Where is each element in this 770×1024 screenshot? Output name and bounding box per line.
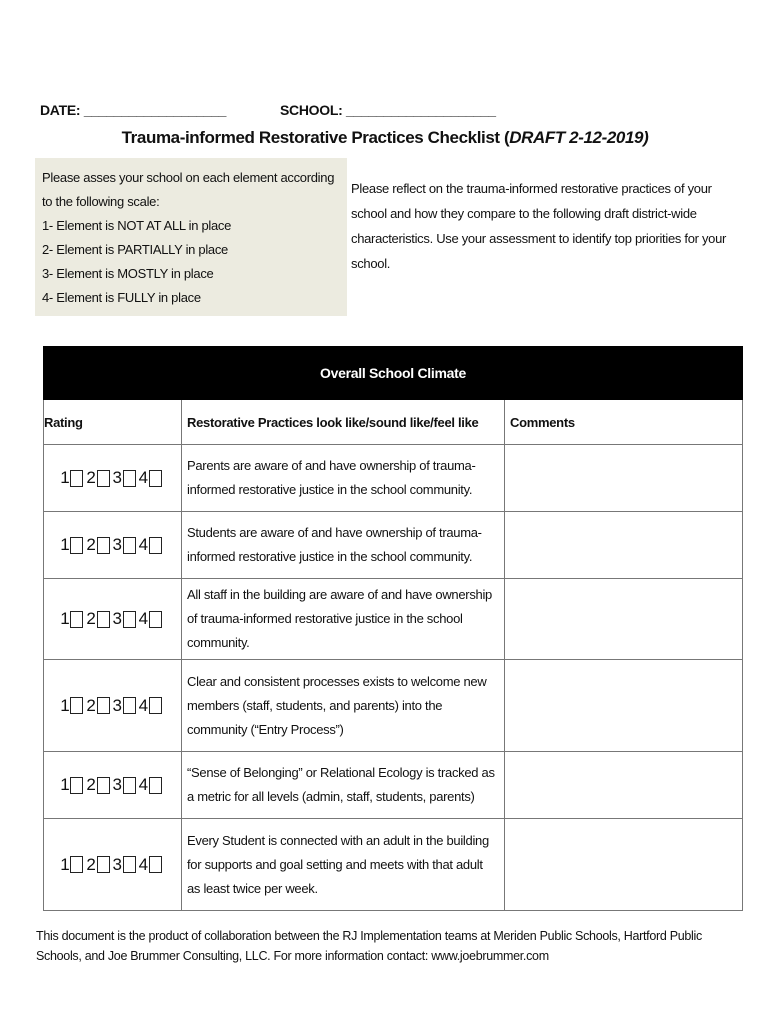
- rating-scale-box: [35, 158, 347, 316]
- checklist-rows: [44, 445, 743, 911]
- rating-options: [60, 609, 165, 629]
- table-row: [44, 512, 743, 579]
- rating-number: 3: [112, 468, 122, 487]
- comments-cell[interactable]: [505, 512, 743, 579]
- rating-checkbox-4[interactable]: [149, 856, 162, 873]
- rating-checkbox-4[interactable]: [149, 611, 162, 628]
- rating-number: 1: [60, 535, 70, 554]
- rating-checkbox-2[interactable]: [97, 611, 110, 628]
- rating-number: 4: [138, 695, 148, 715]
- rating-checkbox-4[interactable]: [149, 470, 162, 487]
- page-title: [0, 128, 770, 148]
- description-cell: “Sense of Belonging” or Relational Ecology is tracked as a metric for all levels (admin, staff, students, parents): [182, 752, 505, 819]
- rating-checkbox-1[interactable]: [70, 777, 83, 794]
- table-row: [44, 660, 743, 752]
- description-cell: Clear and consistent processes exists to welcome new members (staff, students, and parents) into the community (“Entry Process”): [182, 660, 505, 752]
- scale-item-1: 1- Element is NOT AT ALL in place: [42, 218, 232, 233]
- rating-checkbox-1[interactable]: [70, 537, 83, 554]
- scale-item-3: 3- Element is MOSTLY in place: [42, 266, 214, 281]
- rating-checkbox-1[interactable]: [70, 470, 83, 487]
- rating-number: 2: [86, 695, 96, 715]
- header-line: [40, 102, 496, 118]
- description-cell: All staff in the building are aware of and have ownership of trauma-informed restorative justice in the school community.: [182, 579, 505, 660]
- rating-checkbox-4[interactable]: [149, 697, 162, 714]
- scale-item-2: 2- Element is PARTIALLY in place: [42, 242, 228, 257]
- section-title: Overall School Climate: [44, 347, 743, 400]
- rating-checkbox-2[interactable]: [97, 470, 110, 487]
- date-label: DATE: ___________________: [40, 102, 227, 118]
- rating-checkbox-4[interactable]: [149, 537, 162, 554]
- rating-number: 2: [86, 468, 96, 487]
- header-description: Restorative Practices look like/sound like/feel like: [182, 400, 505, 445]
- header-rating: Rating: [44, 400, 182, 445]
- rating-number: 4: [138, 468, 148, 487]
- rating-number: 4: [138, 854, 148, 874]
- rating-options: [60, 468, 165, 488]
- footer-note: This document is the product of collaboration between the RJ Implementation teams at Meriden Public Schools, Hartford Public Schools, and Joe Brummer Consulting, LLC. For more information contact: www.joebrummer.com: [36, 929, 702, 963]
- rating-cell: [44, 660, 182, 752]
- comments-cell[interactable]: [505, 752, 743, 819]
- rating-cell: [44, 752, 182, 819]
- rating-checkbox-2[interactable]: [97, 537, 110, 554]
- rating-cell: [44, 512, 182, 579]
- rating-number: 3: [112, 775, 122, 794]
- rating-number: 3: [112, 695, 122, 715]
- description-cell: Parents are aware of and have ownership of trauma-informed restorative justice in the school community.: [182, 445, 505, 512]
- rating-number: 3: [112, 535, 122, 554]
- rating-number: 3: [112, 854, 122, 874]
- rating-options: [60, 535, 165, 555]
- rating-number: 4: [138, 535, 148, 554]
- rating-checkbox-1[interactable]: [70, 611, 83, 628]
- description-cell: Students are aware of and have ownership of trauma-informed restorative justice in the school community.: [182, 512, 505, 579]
- rating-options: [60, 855, 165, 875]
- rating-checkbox-3[interactable]: [123, 697, 136, 714]
- rating-cell: [44, 579, 182, 660]
- reflect-instructions: Please reflect on the trauma-informed restorative practices of your school and how they compare to the following draft district-wide characteristics. Use your assessment to identify top priorities for your school.: [351, 181, 727, 271]
- rating-number: 4: [138, 609, 148, 628]
- rating-checkbox-1[interactable]: [70, 856, 83, 873]
- title-draft: DRAFT 2-12-2019): [509, 128, 649, 147]
- rating-checkbox-2[interactable]: [97, 697, 110, 714]
- table-row: [44, 445, 743, 512]
- rating-checkbox-2[interactable]: [97, 777, 110, 794]
- table-row: [44, 579, 743, 660]
- rating-checkbox-4[interactable]: [149, 777, 162, 794]
- rating-options: [60, 775, 165, 795]
- scale-item-4: 4- Element is FULLY in place: [42, 290, 201, 305]
- table-row: [44, 752, 743, 819]
- rating-checkbox-2[interactable]: [97, 856, 110, 873]
- rating-cell: [44, 445, 182, 512]
- rating-number: 1: [60, 854, 70, 874]
- rating-checkbox-3[interactable]: [123, 777, 136, 794]
- scale-intro: Please asses your school on each element according to the following scale:: [42, 170, 335, 209]
- comments-cell[interactable]: [505, 579, 743, 660]
- rating-checkbox-3[interactable]: [123, 611, 136, 628]
- comments-cell[interactable]: [505, 819, 743, 911]
- rating-number: 1: [60, 695, 70, 715]
- rating-number: 2: [86, 854, 96, 874]
- rating-number: 1: [60, 609, 70, 628]
- rating-number: 1: [60, 775, 70, 794]
- rating-number: 3: [112, 609, 122, 628]
- rating-cell: [44, 819, 182, 911]
- header-comments: Comments: [505, 400, 743, 445]
- rating-checkbox-3[interactable]: [123, 856, 136, 873]
- rating-checkbox-1[interactable]: [70, 697, 83, 714]
- rating-number: 2: [86, 775, 96, 794]
- school-label: SCHOOL: ____________________: [280, 102, 496, 118]
- rating-options: [60, 696, 165, 716]
- rating-number: 2: [86, 535, 96, 554]
- rating-checkbox-3[interactable]: [123, 470, 136, 487]
- rating-checkbox-3[interactable]: [123, 537, 136, 554]
- table-row: [44, 819, 743, 911]
- title-main: Trauma-informed Restorative Practices Checklist (: [121, 128, 510, 147]
- checklist-table: [43, 346, 743, 911]
- rating-number: 2: [86, 609, 96, 628]
- rating-number: 4: [138, 775, 148, 794]
- description-cell: Every Student is connected with an adult in the building for supports and goal setting and meets with that adult as least twice per week.: [182, 819, 505, 911]
- comments-cell[interactable]: [505, 660, 743, 752]
- rating-number: 1: [60, 468, 70, 487]
- comments-cell[interactable]: [505, 445, 743, 512]
